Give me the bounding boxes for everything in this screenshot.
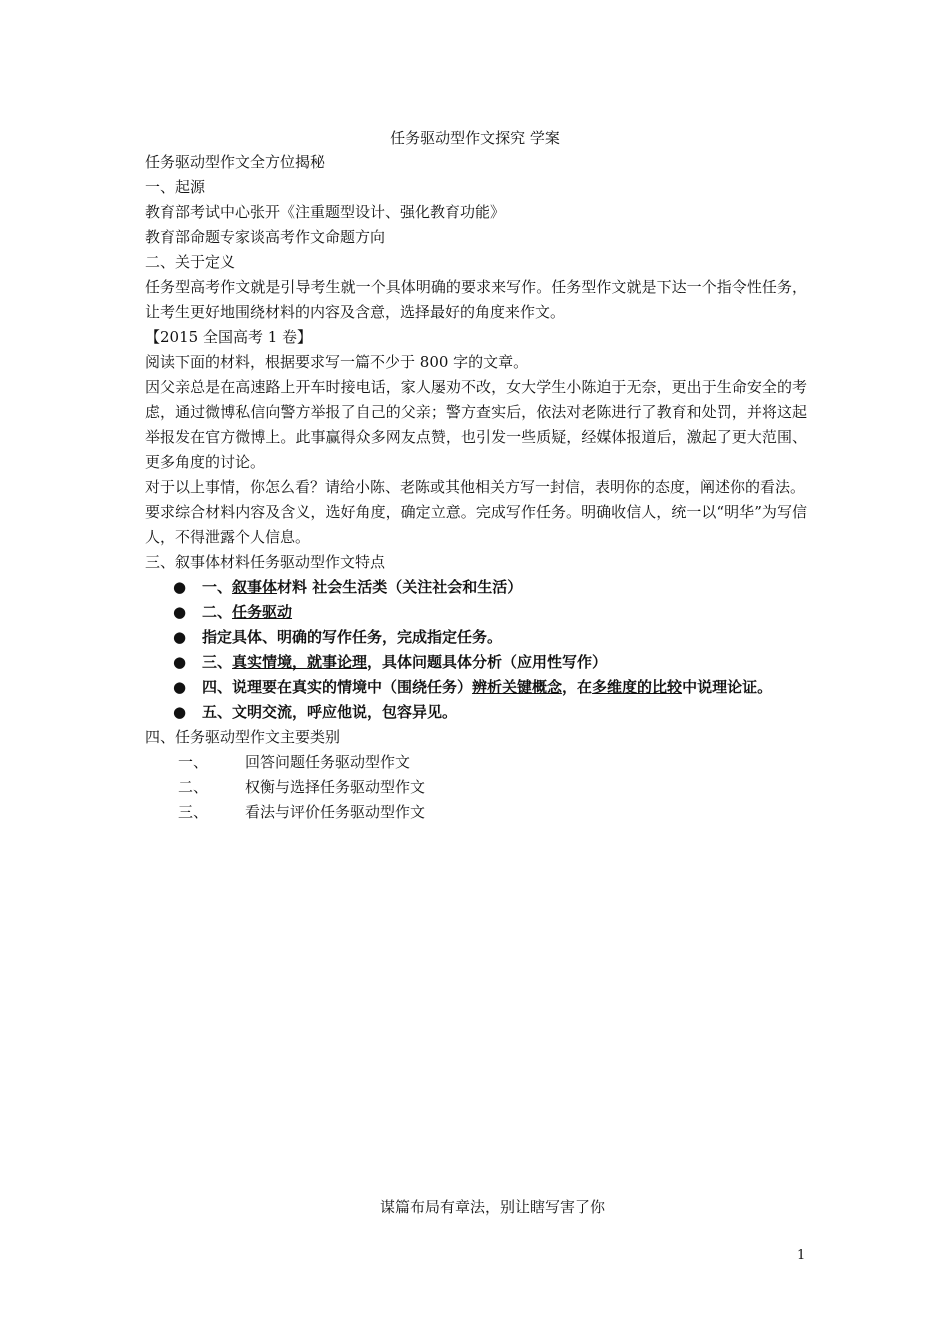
bullet-icon: ●: [173, 653, 187, 671]
page-number: 1: [797, 1248, 806, 1263]
document-title: 任务驱动型作文探究 学案: [390, 129, 560, 147]
list-item: ● 二、任务驱动: [145, 600, 807, 625]
list-item: 二、 权衡与选择任务驱动型作文: [178, 778, 426, 796]
list-item: ● 三、真实情境，就事论理，具体问题具体分析（应用性写作）: [145, 650, 807, 675]
exam-requirement: 要求综合材料内容及含义，选好角度，确定立意。完成写作任务。明确收信人，统一以“明华”为写信人，不得泄露个人信息。: [145, 503, 807, 546]
list-item: 一、 回答问题任务驱动型作文: [178, 753, 411, 771]
types-list: [145, 750, 807, 825]
section-1-line-1: 教育部考试中心张开《注重题型设计、强化教育功能》: [145, 203, 506, 221]
bullet-icon: ●: [173, 703, 187, 721]
bullet-icon: ●: [173, 678, 187, 696]
list-item: ● 一、叙事体材料 社会生活类（关注社会和生活）: [145, 575, 807, 600]
list-item: ● 四、说理要在真实的情境中（围绕任务）辨析关键概念，在多维度的比较中说理论证。: [145, 675, 807, 700]
footer-text: 谋篇布局有章法，别让瞎写害了你: [379, 1198, 605, 1216]
features-list: [145, 575, 807, 725]
bullet-icon: ●: [173, 603, 187, 621]
document-body: [145, 150, 807, 825]
bullet-icon: ●: [173, 628, 187, 646]
exam-instruction: 阅读下面的材料，根据要求写一篇不少于 800 字的文章。: [145, 353, 529, 371]
exam-material: 因父亲总是在高速路上开车时接电话，家人屡劝不改，女大学生小陈迫于无奈，更出于生命安全的考虑，通过微博私信向警方举报了自己的父亲；警方查实后，依法对老陈进行了教育和处罚，并将这起举报发在官方微博上。此事赢得众多网友点赞，也引发一些质疑，经媒体报道后，激起了更大范围、更多角度的讨论。: [145, 378, 807, 471]
section-2-heading: 二、关于定义: [145, 253, 236, 271]
exam-question: 对于以上事情，你怎么看？请给小陈、老陈或其他相关方写一封信，表明你的态度，阐述你的看法。: [145, 478, 806, 496]
section-1-heading: 一、起源: [145, 178, 206, 196]
list-item: ● 五、文明交流，呼应他说，包容异见。: [145, 700, 807, 725]
section-4-heading: 四、任务驱动型作文主要类别: [145, 728, 341, 746]
list-item: 三、 看法与评价任务驱动型作文: [178, 803, 426, 821]
exam-label: 【2015 全国高考 1 卷】: [145, 328, 313, 346]
bullet-icon: ●: [173, 578, 187, 596]
list-item: ● 指定具体、明确的写作任务，完成指定任务。: [145, 625, 807, 650]
section-3-heading: 三、叙事体材料任务驱动型作文特点: [145, 553, 386, 571]
definition-paragraph: 任务型高考作文就是引导考生就一个具体明确的要求来写作。任务型作文就是下达一个指令性任务，让考生更好地围绕材料的内容及含意，选择最好的角度来作文。: [145, 278, 807, 321]
document-subtitle: 任务驱动型作文全方位揭秘: [145, 153, 326, 171]
section-1-line-2: 教育部命题专家谈高考作文命题方向: [145, 228, 386, 246]
